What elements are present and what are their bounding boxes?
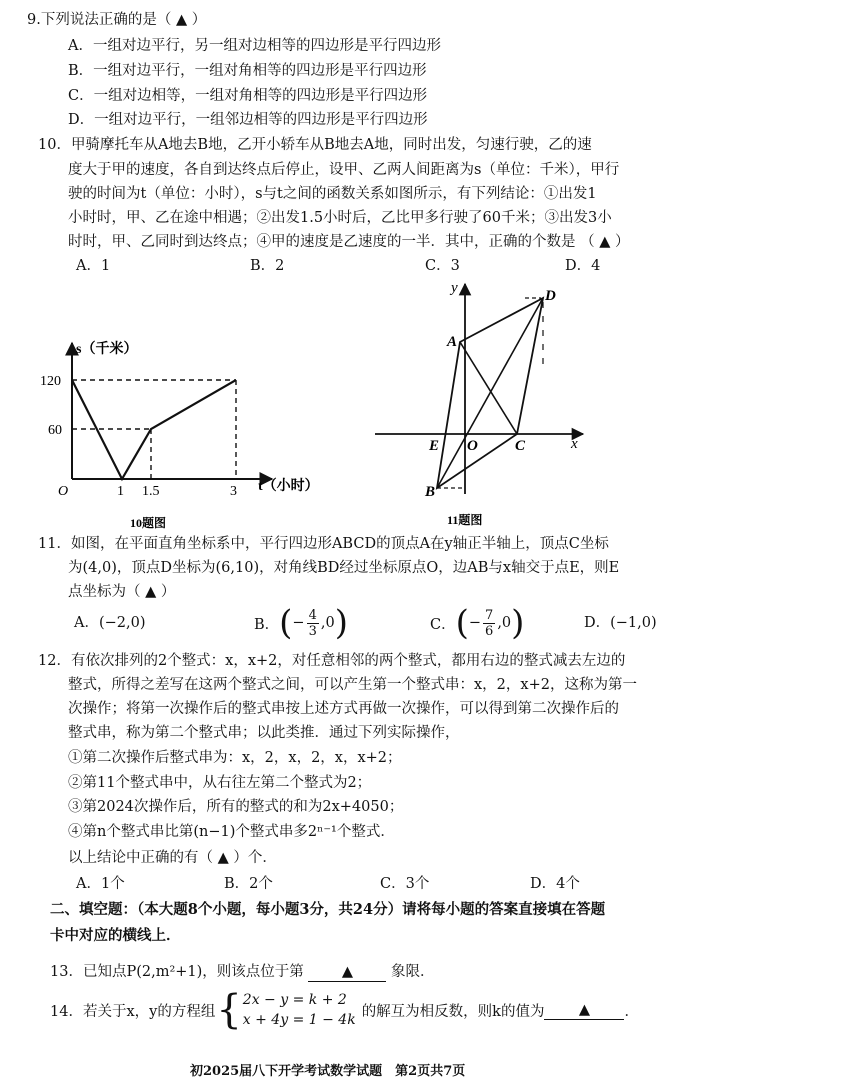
fig11-point-c: C: [515, 438, 526, 454]
q10-line-1: 10．甲骑摩托车从A地去B地，乙开小轿车从B地去A地，同时出发，匀速行驶，乙的速: [38, 137, 592, 153]
q12-option-b: B．2个: [224, 876, 273, 892]
q9-option-c: C．一组对边相等，一组对角相等的四边形是平行四边形: [68, 88, 428, 104]
q11-line-1: 11．如图，在平面直角坐标系中，平行四边形ABCD的顶点A在y轴正半轴上，顶点C坐标: [38, 536, 609, 552]
fig11-point-b: B: [425, 484, 436, 500]
q11-optb-fraction: $\frac{4}{3}$: [308, 607, 317, 639]
fig10-caption: 10题图: [130, 516, 167, 530]
figure-11: [365, 272, 595, 530]
fig11-point-e: E: [429, 438, 440, 454]
q11-option-d: D．(−1,0): [584, 615, 657, 631]
fig11-xlabel: x: [571, 436, 578, 452]
page-footer: 初2025届八下开学考试数学试题 第2页共7页: [190, 1064, 466, 1079]
fig10-ylabel: s（千米）: [76, 342, 138, 357]
q14-brace: {: [216, 987, 242, 1033]
q12-line-2: 整式，所得之差写在这两个整式之间，可以产生第一个整式串：x，2，x+2，这称为第一: [68, 677, 637, 693]
fig10-origin: O: [58, 484, 69, 499]
fig11-diagonal-ac: [460, 342, 517, 434]
q10-option-a: A．1: [76, 258, 111, 274]
q11-optc-fraction: $\frac{7}{6}$: [485, 607, 494, 639]
q11-optc-sign: −: [468, 615, 482, 631]
q12-conclusion-3: ③第2024次操作后，所有的整式的和为2x+4050；: [68, 799, 404, 815]
q12-line-4: 整式串，称为第二个整式串；以此类推．通过下列实际操作，: [68, 725, 460, 741]
q10-option-b: B．2: [250, 258, 285, 274]
q10-option-d: D．4: [565, 258, 601, 274]
q9-option-d: D．一组对边平行，一组邻边相等的四边形是平行四边形: [68, 112, 428, 128]
fig10-xtick-3: 3: [230, 484, 237, 499]
q14-equation-system: 2x − y = k + 2 x + 4y = 1 − 4k: [242, 992, 356, 1028]
q13-answer-blank[interactable]: ▲: [308, 963, 386, 982]
q11-option-a: A．(−2,0): [74, 615, 146, 631]
q9-option-b: B．一组对边平行，一组对角相等的四边形是平行四边形: [68, 63, 427, 79]
q10-line-3: 驶的时间为t（单位：小时），s与t之间的函数关系如图所示，有下列结论：①出发1: [68, 186, 597, 202]
q11-option-c: C． ( − $\frac{7}{6}$ ,0 ): [430, 603, 525, 643]
fig11-point-d: D: [545, 288, 556, 304]
q10-line-2: 度大于甲的速度，各自到达终点后停止，设甲、乙两人间距离为s（单位：千米），甲行: [68, 162, 620, 178]
fig10-xtick-1: 1: [117, 484, 124, 499]
q10-line-4: 小时时，甲、乙在途中相遇；②出发1.5小时后，乙比甲多行驶了60千米；③出发3小: [68, 210, 612, 226]
fig10-ytick-120: 120: [40, 374, 61, 389]
q12-line-1: 12．有依次排列的2个整式：x，x+2，对任意相邻的两个整式，都用右边的整式减去左边的: [38, 653, 626, 669]
fig11-ylabel: y: [451, 280, 458, 296]
q14: 14．若关于x，y的方程组 { 2x − y = k + 2 x + 4y = 1 − 4k 的解互为相反数，则k的值为 ▲ ．: [50, 987, 639, 1033]
fig11-point-a: A: [447, 334, 458, 350]
fig11-caption: 11题图: [447, 513, 483, 527]
q9-option-a: A．一组对边平行，另一组对边相等的四边形是平行四边形: [68, 38, 441, 54]
q12-option-d: D．4个: [530, 876, 580, 892]
q12-line-3: 次操作；将第一次操作后的整式串按上述方式再做一次操作，可以得到第二次操作后的: [68, 701, 619, 717]
fig10-ytick-60: 60: [48, 423, 62, 438]
q11-line-2: 为(4,0)，顶点D坐标为(6,10)，对角线BD经过坐标原点O，边AB与x轴交于点E，则E: [68, 560, 620, 576]
fig10-graph: [72, 380, 236, 479]
q10-line-5: 时时，甲、乙同时到达终点；④甲的速度是乙速度的一半．其中，正确的个数是 （ ▲ ）: [68, 234, 630, 250]
q13: 13．已知点P(2,m²+1)，则该点位于第 ▲ 象限．: [50, 964, 435, 980]
fig10-xlabel: t（小时）: [258, 479, 319, 494]
q11-option-b: B． ( − $\frac{4}{3}$ ,0 ): [254, 603, 348, 643]
section2-heading-2: 卡中对应的横线上．: [50, 927, 181, 944]
section2-heading: 二、填空题：（本大题8个小题，每小题3分，共24分）请将每小题的答案直接填在答题: [50, 901, 606, 918]
q12-conclusion-2: ②第11个整式串中，从右往左第二个整式为2；: [68, 775, 372, 791]
q11-line-3: 点坐标为（ ▲ ）: [68, 584, 176, 600]
q12-question: 以上结论中正确的有（ ▲ ）个．: [68, 850, 277, 866]
figure-10: [30, 335, 320, 535]
fig10-xtick-1.5: 1.5: [142, 484, 160, 499]
q12-option-a: A．1个: [76, 876, 125, 892]
q12-option-c: C．3个: [380, 876, 430, 892]
q9-stem: 9.下列说法正确的是（ ▲ ）: [27, 12, 207, 28]
q12-conclusion-1: ①第二次操作后整式串为：x，2，x，2，x，x+2；: [68, 750, 402, 766]
q10-option-c: C．3: [425, 258, 460, 274]
fig11-point-o: O: [467, 438, 478, 454]
q11-optb-sign: −: [292, 615, 305, 631]
q14-answer-blank[interactable]: ▲: [544, 1001, 624, 1020]
q12-conclusion-4: ④第n个整式串比第(n−1)个整式串多2ⁿ⁻¹个整式．: [68, 824, 395, 840]
